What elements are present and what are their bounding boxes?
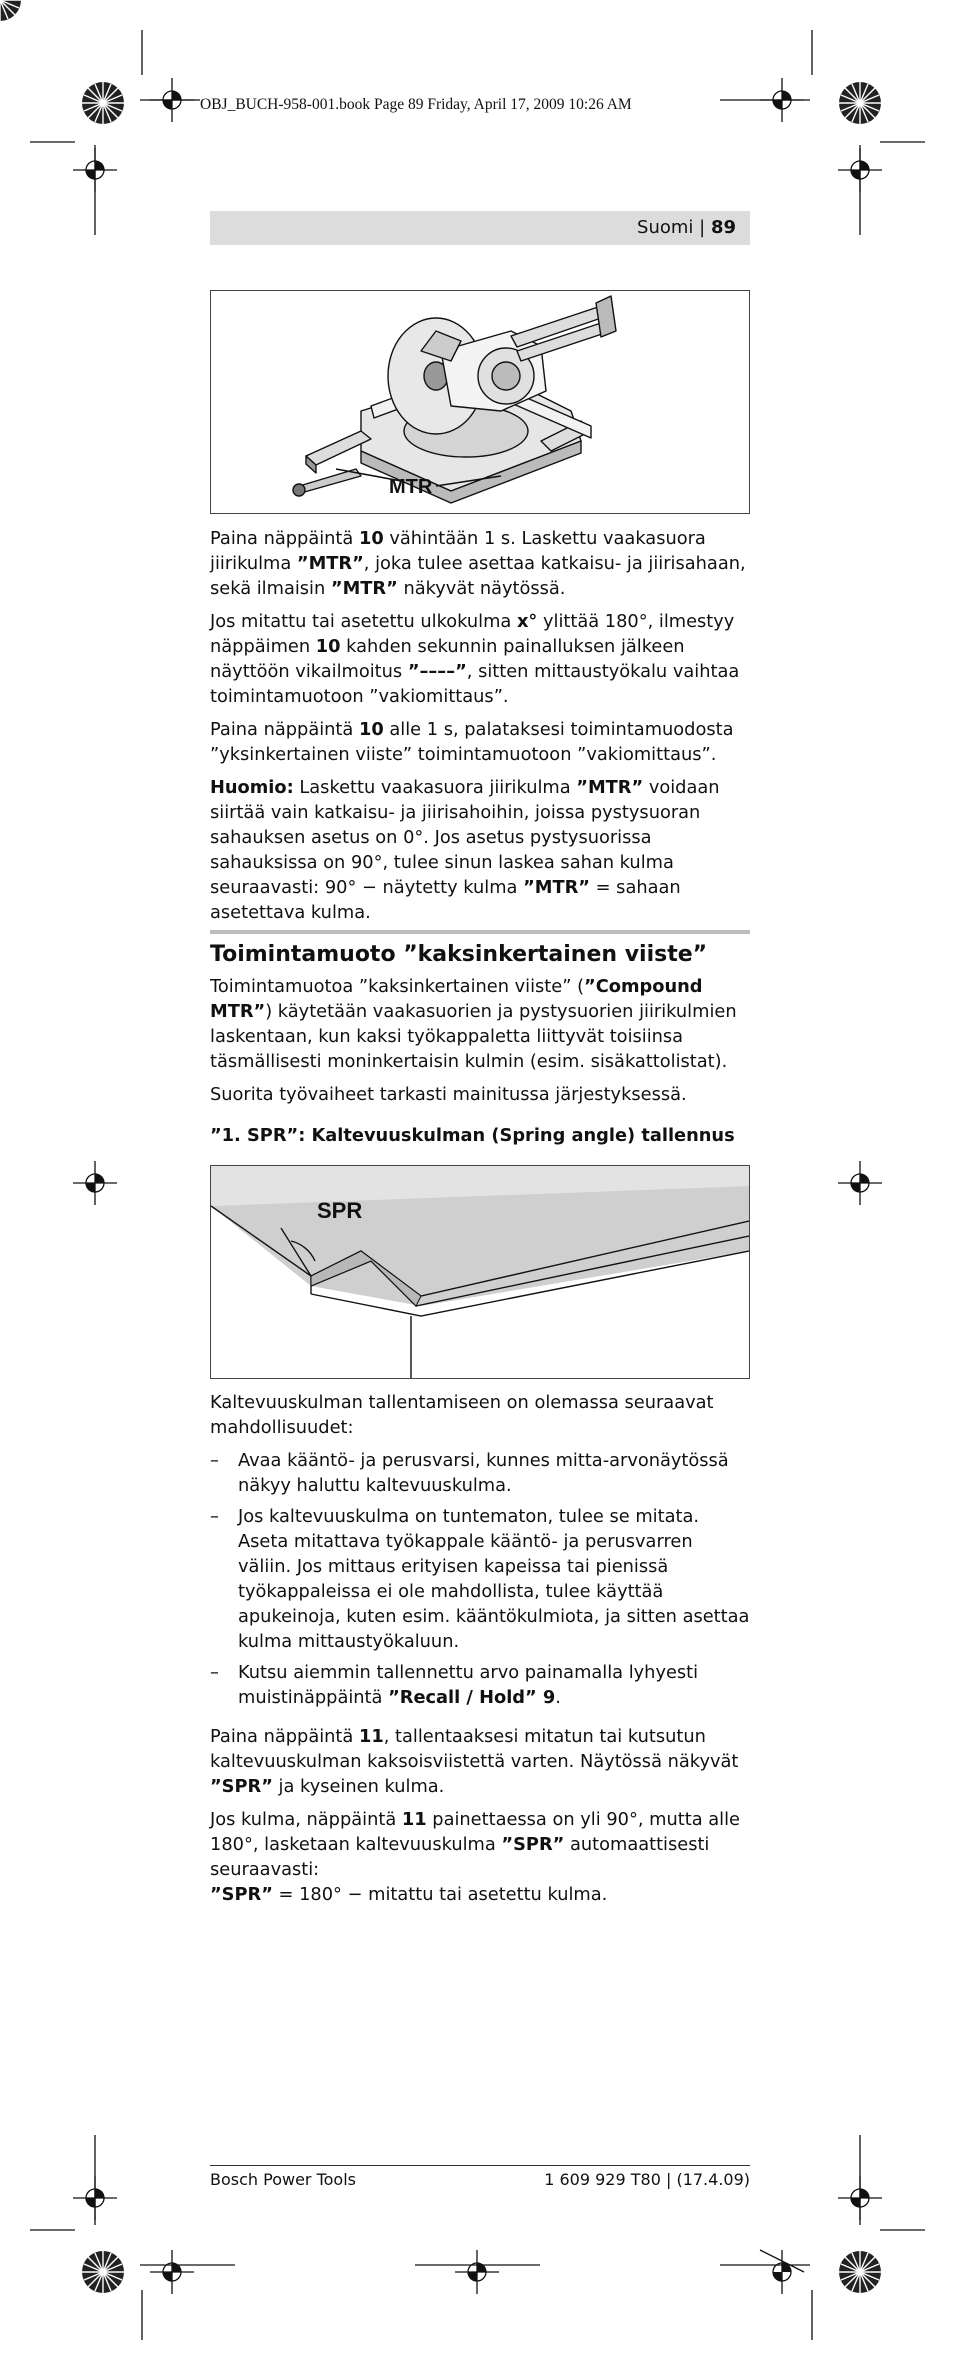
- footer-rule: [210, 2165, 750, 2166]
- section-spring-angle-options: [210, 1390, 750, 1915]
- spring-angle-illustration: [211, 1166, 749, 1378]
- paragraph-options-intro: Kaltevuuskulman tallentamiseen on olemassa seuraavat mahdollisuudet:: [210, 1392, 714, 1438]
- text-run: näkyvät näytössä.: [397, 578, 566, 599]
- footer-brand: Bosch Power Tools: [210, 2170, 356, 2189]
- list-item-text: Jos kaltevuuskulma on tuntematon, tulee se mitata. Aseta mitattava työkappale kääntö- ja perusvarren väliin. Jos mittaus erityisen kapeissa tai pienissä työkappaleissa ei ole mahdollista, tulee käyttää apukeinoja, kuten esim. kääntökulmiota, ja sitten asettaa kulma mittaustyökaluun.: [238, 1506, 750, 1652]
- header-page-number: 89: [710, 217, 736, 238]
- mtr-label: MTR: [389, 476, 433, 498]
- header-language: Suomi |: [637, 217, 711, 238]
- header-text: [637, 217, 736, 238]
- paragraph-store-angle: [210, 1724, 750, 1799]
- list-dash: –: [210, 1506, 219, 1527]
- print-slug: OBJ_BUCH-958-001.book Page 89 Friday, April 17, 2009 10:26 AM: [200, 96, 632, 113]
- footer-doc-number: 1 609 929 T80 | (17.4.09): [544, 2170, 750, 2189]
- text-run: automaattisesti seuraavasti:: [210, 1834, 710, 1880]
- text-run: alle 1 s, palataksesi toimintamuodosta ”yksinkertainen viiste” toimintamuotoon ”vakiomittaus”.: [210, 719, 734, 765]
- text-run: Laskettu vaakasuora jiirikulma: [293, 777, 577, 798]
- text-run: Paina näppäintä: [210, 528, 359, 549]
- miter-saw-illustration: [211, 291, 749, 513]
- spr-term: ”SPR”: [210, 1884, 273, 1905]
- mtr-term: ”MTR”: [330, 578, 398, 599]
- list-item: [210, 1504, 750, 1654]
- text-run: vähintään 1 s. Laskettu vaakasuora jiirikulma: [210, 528, 706, 574]
- text-run: Paina näppäintä: [210, 1726, 359, 1747]
- figure-miter-saw: [210, 290, 750, 514]
- key-11: 11: [401, 1809, 427, 1830]
- text-run: Jos kulma, näppäintä: [210, 1809, 402, 1830]
- mtr-term: ”MTR”: [576, 777, 644, 798]
- key-10: 10: [315, 636, 341, 657]
- section-compound-intro: [210, 974, 750, 1115]
- paragraph-order-instruction: Suorita työvaiheet tarkasti mainitussa järjestyksessä.: [210, 1084, 687, 1105]
- key-10: 10: [358, 719, 384, 740]
- key-11: 11: [358, 1726, 384, 1747]
- text-run: Paina näppäintä: [210, 719, 359, 740]
- figure-spring-angle: [210, 1165, 750, 1379]
- text-run: ja kyseinen kulma.: [272, 1776, 445, 1797]
- key-10: 10: [358, 528, 384, 549]
- text-run: ylittää 180°, ilmestyy näppäimen: [210, 611, 735, 657]
- list-item-text: [238, 1660, 750, 1710]
- paragraph-angle-error: [210, 609, 750, 709]
- recall-hold-key: ”Recall / Hold” 9: [388, 1687, 556, 1708]
- note-label: Huomio:: [210, 777, 294, 798]
- paragraph-spr-formula: [210, 1882, 750, 1907]
- list-item: [210, 1448, 750, 1498]
- list-dash: –: [210, 1450, 219, 1471]
- text-run: .: [555, 1687, 561, 1708]
- list-item-text: Avaa kääntö- ja perusvarsi, kunnes mitta-arvonäytössä näkyy haluttu kaltevuuskulma.: [238, 1450, 729, 1496]
- paragraph-angle-calculation: [210, 1807, 750, 1882]
- text-run: Jos mitattu tai asetettu ulkokulma: [210, 611, 517, 632]
- error-code: ”––––”: [407, 661, 467, 682]
- text-run: = sahaan asetettava kulma.: [210, 877, 681, 923]
- compound-mtr-term: ”Compound MTR”: [210, 976, 703, 1022]
- subheading-spr: ”1. SPR”: Kaltevuuskulman (Spring angle) tallennus: [210, 1125, 735, 1146]
- text-run: , joka tulee asettaa katkaisu- ja jiirisahaan, sekä ilmaisin: [210, 553, 746, 599]
- text-run: = 180° − mitattu tai asetettu kulma.: [272, 1884, 608, 1905]
- spr-term: ”SPR”: [210, 1776, 273, 1797]
- text-run: kahden sekunnin painalluksen jälkeen näyttöön vikailmoitus: [210, 636, 685, 682]
- text-run: Toimintamuotoa ”kaksinkertainen viiste” (: [210, 976, 585, 997]
- mtr-term: ”MTR”: [523, 877, 590, 898]
- list-dash: –: [210, 1662, 219, 1683]
- angle-x-term: x°: [516, 611, 538, 632]
- paragraph-note: [210, 775, 750, 925]
- text-run: Kutsu aiemmin tallennettu arvo painamalla lyhyesti muistinäppäintä: [238, 1662, 699, 1708]
- page-header: [210, 211, 750, 245]
- text-run: painettaessa on yli 90°, mutta alle 180°, lasketaan kaltevuuskulma: [210, 1809, 740, 1855]
- list-item: [210, 1660, 750, 1710]
- paragraph-mtr-display: [210, 526, 750, 601]
- mtr-term: ”MTR”: [296, 553, 364, 574]
- text-run: , tallentaaksesi mitatun tai kutsutun kaltevuuskulman kaksoisviistettä varten. Näytössä näkyvät: [210, 1726, 739, 1772]
- text-run: voidaan siirtää vain katkaisu- ja jiirisahoihin, joissa pystysuoran sahauksen asetus on 0°. Jos asetus pystysuorissa sahauksissa on 90°, tulee sinun laskea sahan kulma seuraavasti: 90° − näytetty kulma: [210, 777, 720, 898]
- paragraph-return-mode: [210, 717, 750, 767]
- text-run: , sitten mittaustyökalu vaihtaa toimintamuotoon ”vakiomittaus”.: [210, 661, 740, 707]
- section-heading-compound: Toimintamuoto ”kaksinkertainen viiste”: [210, 930, 750, 967]
- spr-term: ”SPR”: [501, 1834, 565, 1855]
- spr-label: SPR: [317, 1198, 363, 1223]
- text-run: ) käytetään vaakasuorien ja pystysuorien jiirikulmien laskentaan, kun kaksi työkappaletta liittyvät toisiinsa täsmällisesti moninkertaisin kulmin (esim. sisäkattolistat).: [210, 1001, 737, 1072]
- paragraph-compound-description: [210, 974, 750, 1074]
- section-simple-miter: [210, 526, 750, 933]
